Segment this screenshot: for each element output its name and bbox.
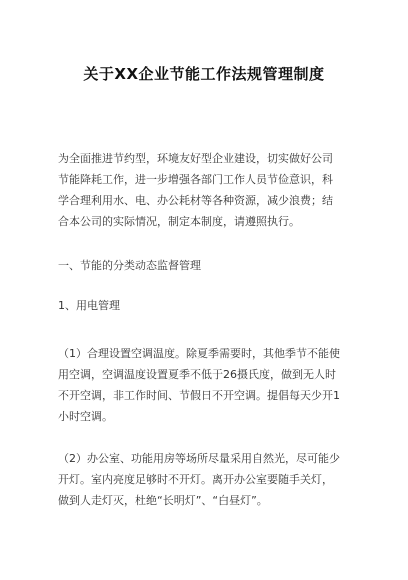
item-1-paragraph bbox=[58, 343, 358, 427]
item-1-line: 用空调，空调温度设置夏季不低于26摄氏度，做到无人时 bbox=[58, 368, 336, 381]
intro-line: 节能降耗工作，进一步增强各部门工作人员节俭意识，科 bbox=[58, 173, 333, 186]
subsection-heading: 1、用电管理 bbox=[58, 299, 120, 312]
intro-paragraph bbox=[58, 148, 358, 232]
item-2-line: （2）办公室、功能用房等场所尽量采用自然光，尽可能少 bbox=[58, 452, 340, 465]
intro-line: 合本公司的实际情况，制定本制度，请遵照执行。 bbox=[58, 215, 300, 228]
item-2-line: 做到人走灯灭，杜绝“长明灯”、“白昼灯”。 bbox=[58, 494, 268, 507]
document-title: 关于XX企业节能工作法规管理制度 bbox=[83, 65, 325, 83]
item-2-paragraph bbox=[58, 448, 358, 511]
intro-line: 为全面推进节约型，环境友好型企业建设，切实做好公司 bbox=[58, 152, 333, 165]
item-1-line: 小时空调。 bbox=[58, 410, 113, 423]
item-2-line: 开灯。室内亮度足够时不开灯。离开办公室要随手关灯， bbox=[58, 473, 333, 486]
item-1-line: （1）合理设置空调温度。除夏季需要时，其他季节不能使 bbox=[58, 347, 340, 360]
section-heading: 一、节能的分类动态监督管理 bbox=[58, 259, 201, 272]
intro-line: 学合理利用水、电、办公耗材等各种资源，减少浪费；结 bbox=[58, 194, 333, 207]
item-1-line: 不开空调，非工作时间、节假日不开空调。提倡每天少开1 bbox=[58, 389, 340, 402]
